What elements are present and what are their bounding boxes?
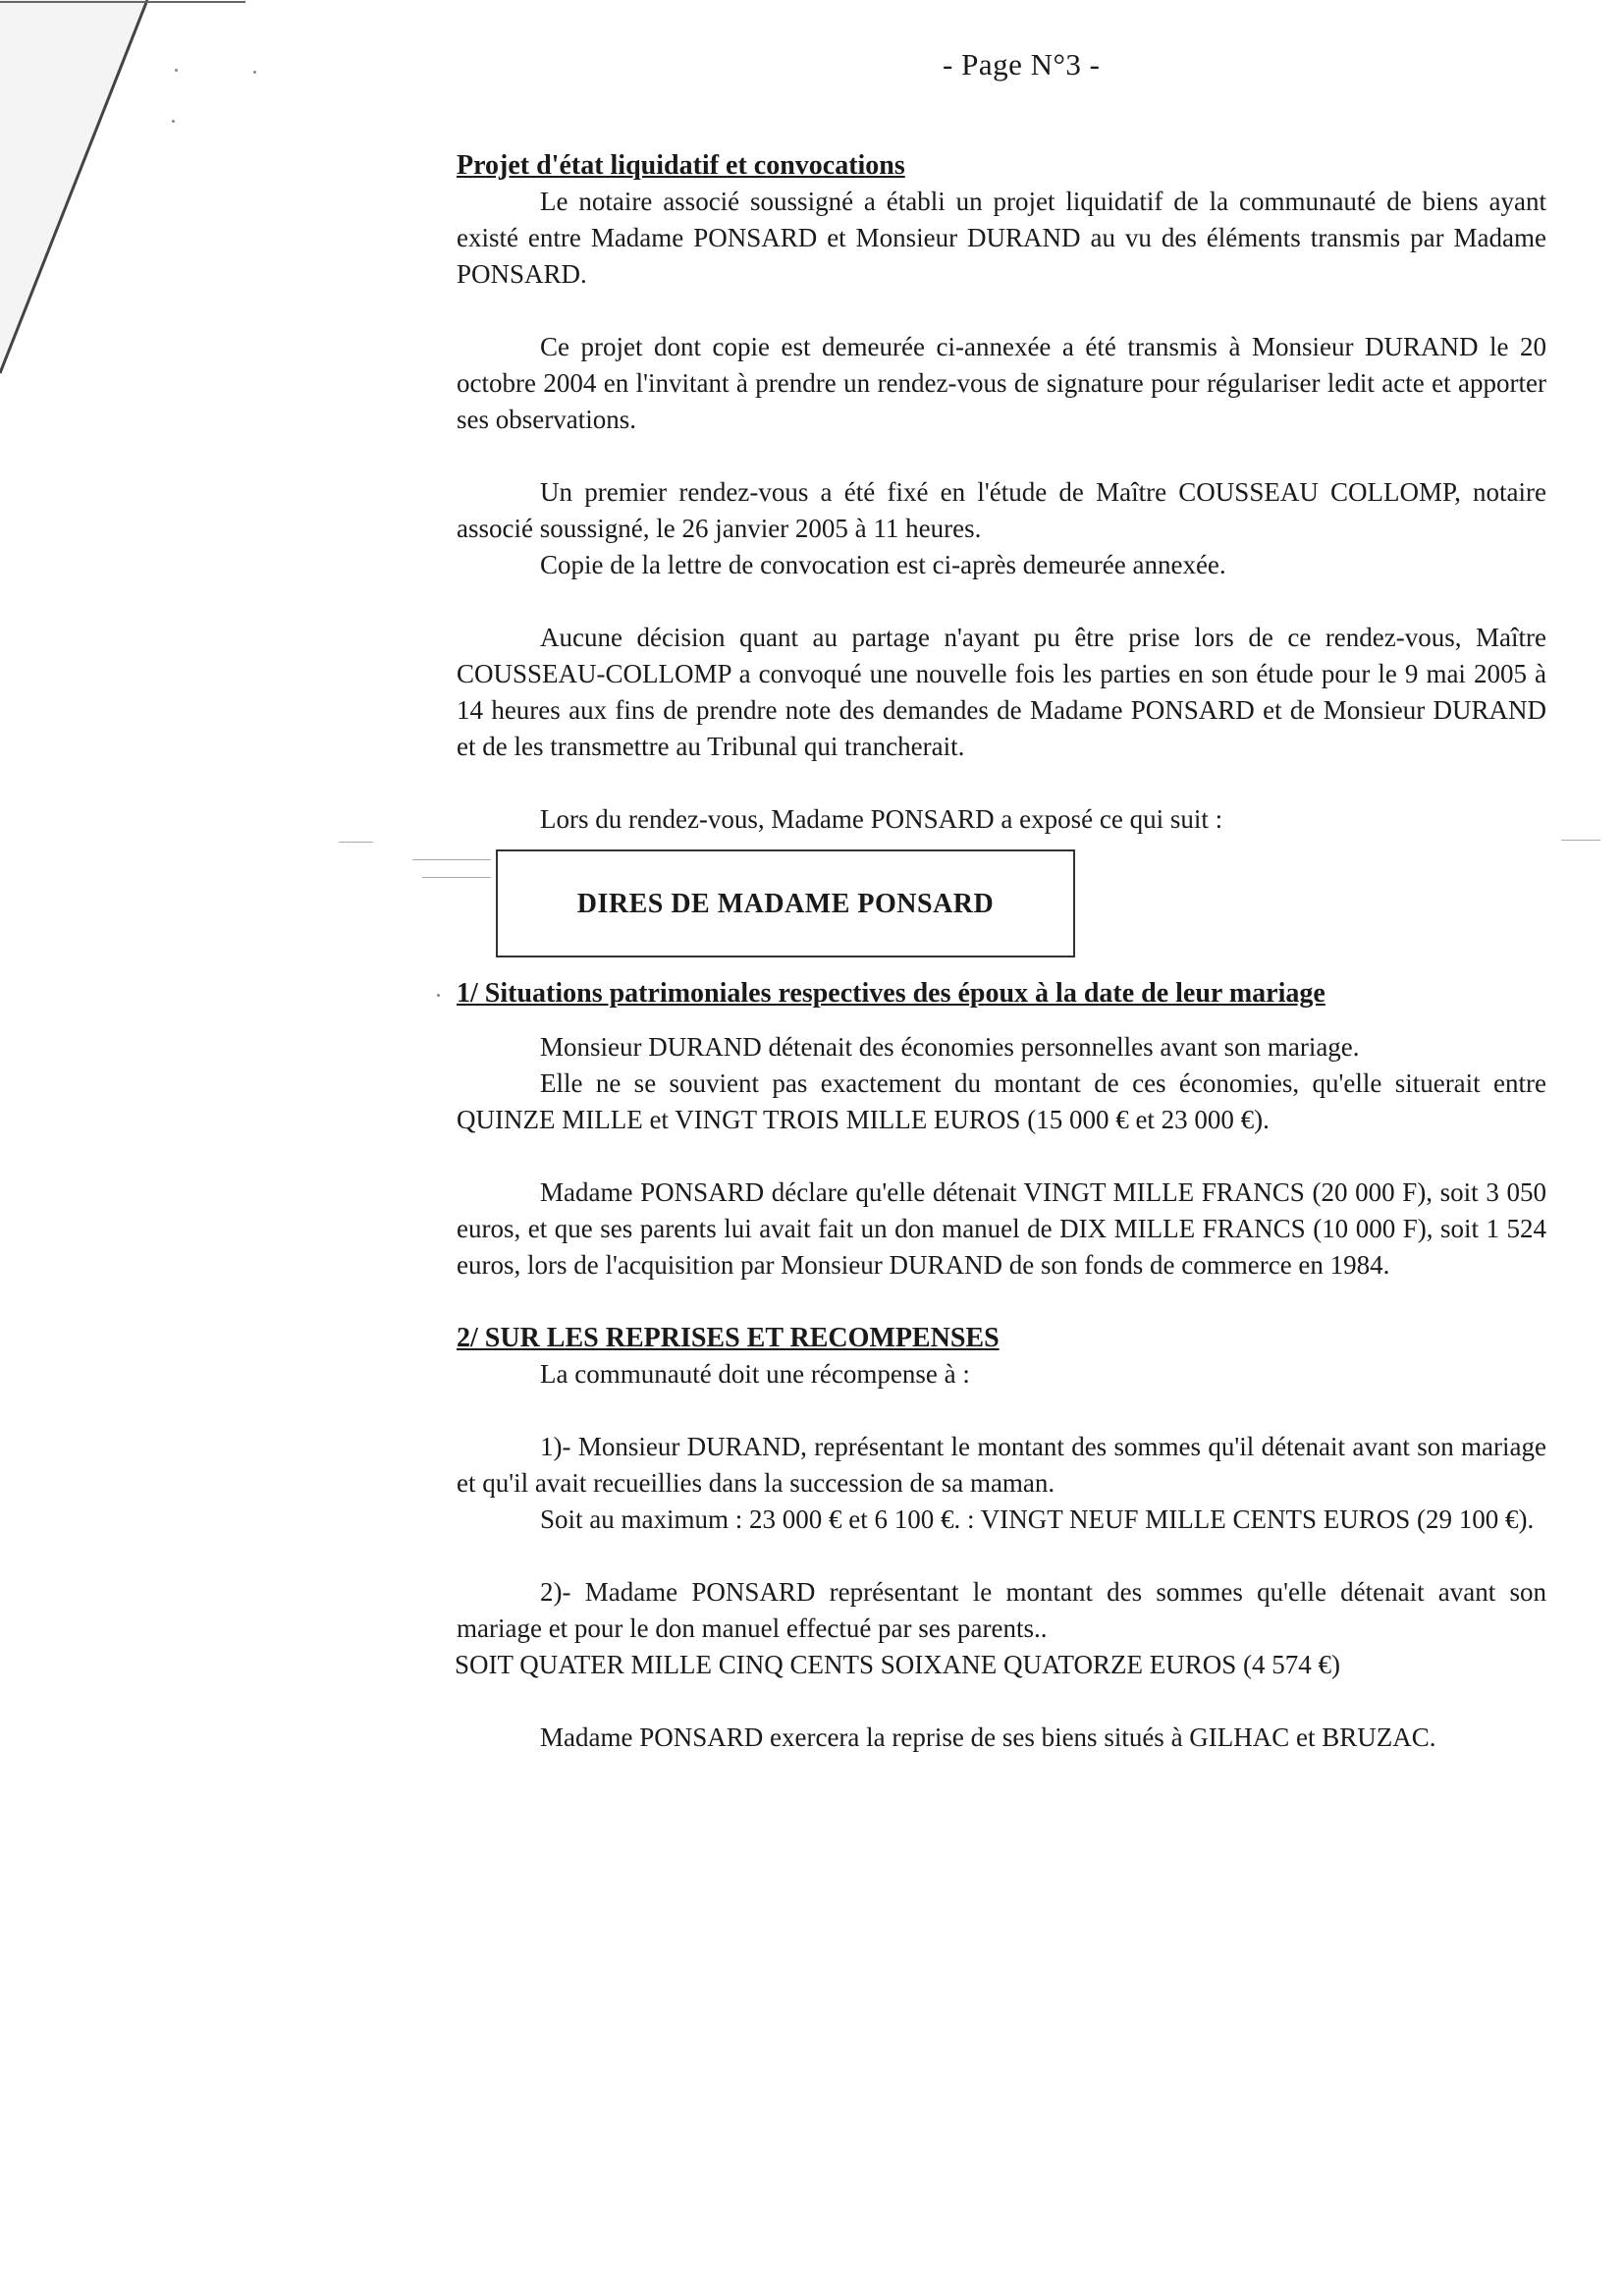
paragraph-reprise-biens: Madame PONSARD exercera la reprise de ses biens situés à GILHAC et BRUZAC. — [540, 1722, 1436, 1752]
paragraph-transmission: Ce projet dont copie est demeurée ci-annexée a été transmis à Monsieur DURAND le 20 octobre 2004 en l'invitant à prendre un rendez-vous de signature pour régulariser ledit acte et apporter ses observations. — [457, 332, 1546, 434]
list-item-durand-total: Soit au maximum : 23 000 € et 6 100 €. : VINGT NEUF MILLE CENTS EUROS (29 100 €). — [540, 1504, 1535, 1534]
list-item-ponsard: 2)- Madame PONSARD représentant le montant des sommes qu'elle détenait avant son mariage et pour le don manuel effectué par ses parents.. — [457, 1577, 1546, 1643]
scan-dash — [1561, 840, 1600, 841]
paragraph-economies: Monsieur DURAND détenait des économies personnelles avant son mariage. — [540, 1032, 1360, 1062]
list-item-durand: 1)- Monsieur DURAND, représentant le montant des sommes qu'il détenait avant son mariage et qu'il avait recueillies dans la succession de sa maman. — [457, 1432, 1546, 1498]
page-fold-corner — [0, 0, 245, 393]
section-title-reprises: 2/ SUR LES REPRISES ET RECOMPENSES — [457, 1323, 1000, 1353]
scan-speck — [253, 71, 256, 74]
page-number: - Page N°3 - — [943, 47, 1101, 82]
section-title-projet: Projet d'état liquidatif et convocations — [457, 150, 905, 181]
scan-speck — [175, 69, 178, 72]
paragraph-nouvelle-convocation: Aucune décision quant au partage n'ayant pu être prise lors de ce rendez-vous, Maître COUSSEAU-COLLOMP a convoqué une nouvelle fois les parties en son étude pour le 9 mai 2005 à 14 heures aux fins de prendre note des demandes de Madame PONSARD et de Monsieur DURAND et de les transmettre au Tribunal qui trancherait. — [457, 623, 1546, 761]
dires-title-box: DIRES DE MADAME PONSARD — [496, 849, 1075, 957]
paragraph-premier-rendez-vous: Un premier rendez-vous a été fixé en l'étude de Maître COUSSEAU COLLOMP, notaire associé soussigné, le 26 janvier 2005 à 11 heures. — [457, 477, 1546, 543]
paragraph-expose: Lors du rendez-vous, Madame PONSARD a exposé ce qui suit : — [540, 804, 1223, 834]
scan-speck — [172, 120, 175, 123]
scan-speck — [437, 994, 440, 997]
document-body — [457, 147, 1546, 1756]
scan-dash — [339, 842, 373, 843]
paragraph-recompense-intro: La communauté doit une récompense à : — [540, 1359, 970, 1389]
paragraph-projet-liquidatif: Le notaire associé soussigné a établi un projet liquidatif de la communauté de biens ayant existé entre Madame PONSARD et Monsieur DURAND au vu des éléments transmis par Madame PONSARD. — [457, 187, 1546, 289]
paragraph-don-manuel: Madame PONSARD déclare qu'elle détenait VINGT MILLE FRANCS (20 000 F), soit 3 050 euros, et que ses parents lui avait fait un don manuel de DIX MILLE FRANCS (10 000 F), soit 1 524 euros, lors de l'acquisition par Monsieur DURAND de son fonds de commerce en 1984. — [457, 1177, 1546, 1280]
section-title-situations: 1/ Situations patrimoniales respectives des époux à la date de leur mariage — [457, 978, 1325, 1009]
paragraph-copie-lettre: Copie de la lettre de convocation est ci-après demeurée annexée. — [540, 550, 1226, 579]
paragraph-montant-economies: Elle ne se souvient pas exactement du montant de ces économies, qu'elle situerait entre QUINZE MILLE et VINGT TROIS MILLE EUROS (15 000 € et 23 000 €). — [457, 1068, 1546, 1134]
list-item-ponsard-total: SOIT QUATER MILLE CINQ CENTS SOIXANE QUATORZE EUROS (4 574 €) — [455, 1650, 1340, 1679]
